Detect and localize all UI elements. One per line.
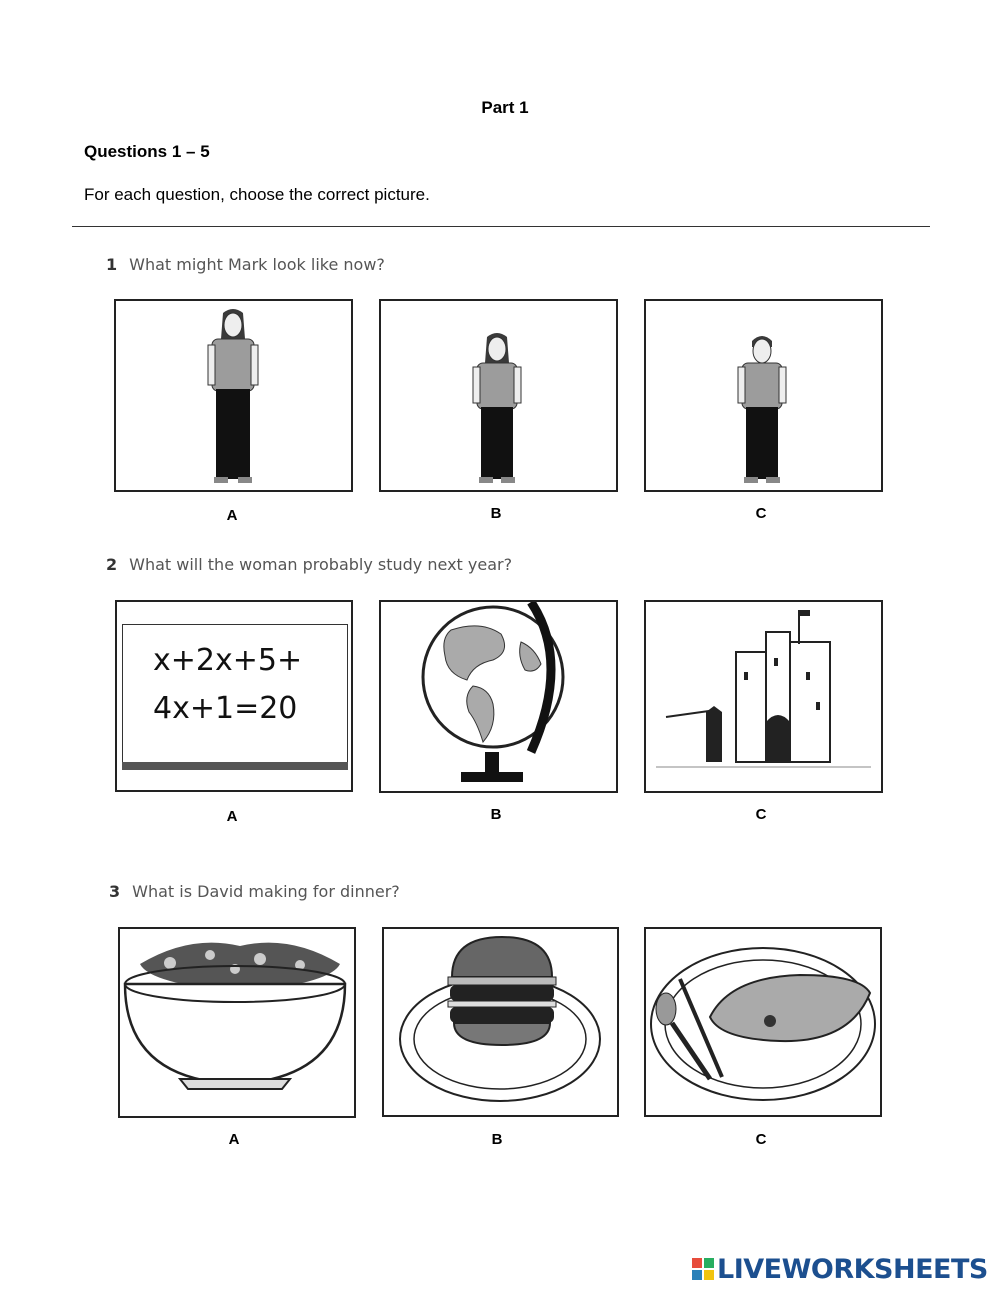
board-line-1: x+2x+5+ [153, 643, 303, 678]
logo-blocks-icon [692, 1258, 714, 1280]
question-text: What is David making for dinner? [132, 882, 400, 901]
q1-option-b-label[interactable]: B [490, 505, 502, 522]
tall-long-haired-person-image [116, 301, 351, 490]
question-1 [106, 255, 385, 274]
question-number: 3 [109, 882, 121, 901]
question-3 [109, 882, 400, 901]
divider [72, 226, 930, 227]
question-2 [106, 555, 512, 574]
logo-text: LIVEWORKSHEETS [717, 1254, 988, 1285]
board-line-2: 4x+1=20 [153, 691, 298, 726]
part-title: Part 1 [481, 98, 529, 117]
q3-option-c-picture[interactable] [644, 927, 882, 1117]
q1-option-b-picture[interactable] [379, 299, 618, 492]
q2-option-b-picture[interactable] [379, 600, 618, 793]
q1-option-c-label[interactable]: C [755, 505, 767, 522]
question-text: What might Mark look like now? [129, 255, 385, 274]
castle-with-knight-image [646, 602, 881, 791]
chalk-tray [122, 762, 348, 770]
q2-option-c-label[interactable]: C [755, 806, 767, 823]
q2-option-b-label[interactable]: B [490, 806, 502, 823]
q3-option-b-label[interactable]: B [491, 1131, 503, 1148]
question-number: 1 [106, 255, 118, 274]
short-long-haired-person-image [381, 301, 616, 490]
q2-option-a-label[interactable]: A [226, 808, 238, 825]
globe-image [381, 602, 616, 791]
instructions: For each question, choose the correct picture. [84, 185, 430, 204]
salad-bowl-image [120, 929, 354, 1116]
q1-option-a-label[interactable]: A [226, 507, 238, 524]
q1-option-a-picture[interactable] [114, 299, 353, 492]
short-haired-person-image [646, 301, 881, 490]
q3-option-a-picture[interactable] [118, 927, 356, 1118]
q2-option-c-picture[interactable] [644, 600, 883, 793]
q2-option-a-picture[interactable] [115, 600, 353, 792]
q3-option-b-picture[interactable] [382, 927, 619, 1117]
question-text: What will the woman probably study next year? [129, 555, 513, 574]
question-number: 2 [106, 555, 118, 574]
questions-range-heading: Questions 1 – 5 [84, 142, 210, 161]
q1-option-c-picture[interactable] [644, 299, 883, 492]
q3-option-c-label[interactable]: C [755, 1131, 767, 1148]
burger-on-plate-image [384, 929, 617, 1115]
blackboard [122, 624, 348, 764]
liveworksheets-logo[interactable] [692, 1254, 988, 1285]
q3-option-a-label[interactable]: A [228, 1131, 240, 1148]
omelette-with-fork-and-spoon-image [646, 929, 880, 1115]
